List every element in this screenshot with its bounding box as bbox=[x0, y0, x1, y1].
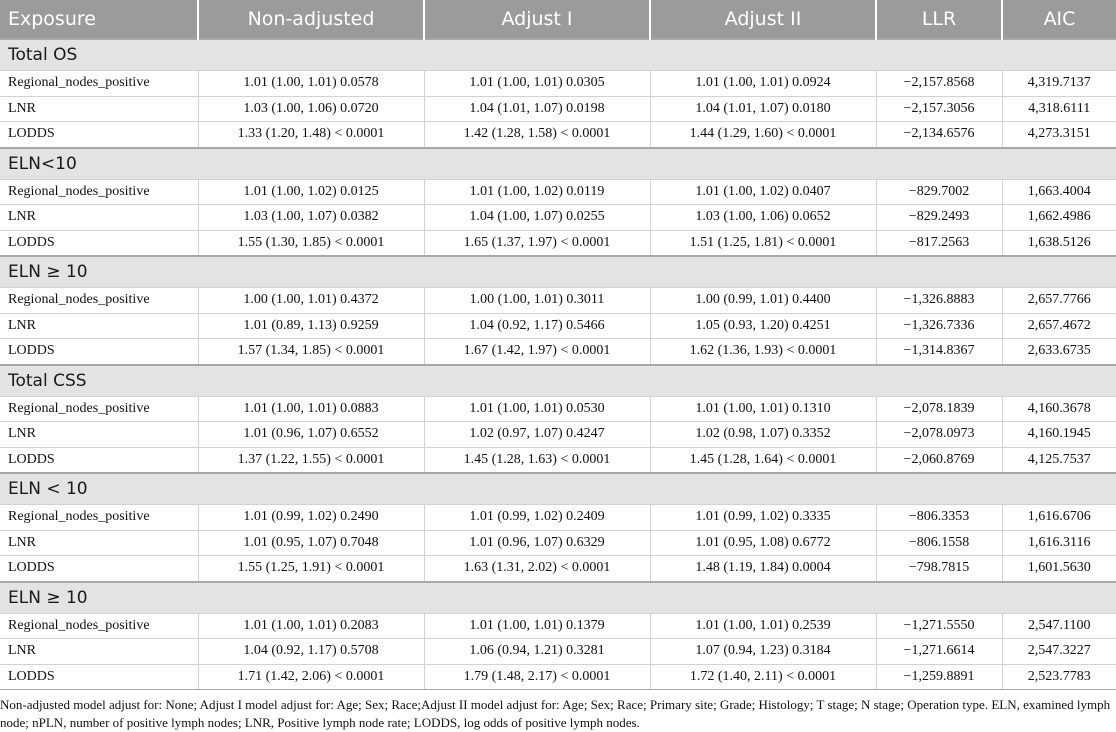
non-adjusted-cell: 1.01 (0.99, 1.02) 0.2490 bbox=[198, 505, 424, 531]
aic-cell: 1,616.3116 bbox=[1002, 530, 1116, 556]
header-non-adjusted: Non-adjusted bbox=[198, 0, 424, 39]
table-row bbox=[0, 664, 1116, 690]
llr-cell: −1,259.8891 bbox=[876, 664, 1002, 690]
adjust-i-cell: 1.79 (1.48, 2.17) < 0.0001 bbox=[424, 664, 650, 690]
non-adjusted-cell: 1.57 (1.34, 1.85) < 0.0001 bbox=[198, 339, 424, 365]
adjust-ii-cell: 1.72 (1.40, 2.11) < 0.0001 bbox=[650, 664, 876, 690]
exposure-cell: Regional_nodes_positive bbox=[0, 396, 198, 422]
header-llr: LLR bbox=[876, 0, 1002, 39]
non-adjusted-cell: 1.01 (0.96, 1.07) 0.6552 bbox=[198, 422, 424, 448]
adjust-i-cell: 1.02 (0.97, 1.07) 0.4247 bbox=[424, 422, 650, 448]
table-row bbox=[0, 71, 1116, 97]
adjust-i-cell: 1.04 (1.00, 1.07) 0.0255 bbox=[424, 205, 650, 231]
aic-cell: 1,638.5126 bbox=[1002, 230, 1116, 256]
group-title: ELN ≥ 10 bbox=[0, 256, 1116, 288]
adjust-i-cell: 1.63 (1.31, 2.02) < 0.0001 bbox=[424, 556, 650, 582]
llr-cell: −2,060.8769 bbox=[876, 447, 1002, 473]
adjust-i-cell: 1.01 (1.00, 1.01) 0.0530 bbox=[424, 396, 650, 422]
table-row bbox=[0, 96, 1116, 122]
table-row bbox=[0, 639, 1116, 665]
adjust-ii-cell: 1.62 (1.36, 1.93) < 0.0001 bbox=[650, 339, 876, 365]
adjust-i-cell: 1.06 (0.94, 1.21) 0.3281 bbox=[424, 639, 650, 665]
llr-cell: −806.1558 bbox=[876, 530, 1002, 556]
adjust-ii-cell: 1.01 (1.00, 1.01) 0.0924 bbox=[650, 71, 876, 97]
llr-cell: −798.7815 bbox=[876, 556, 1002, 582]
table-row bbox=[0, 422, 1116, 448]
exposure-cell: LODDS bbox=[0, 556, 198, 582]
aic-cell: 2,547.3227 bbox=[1002, 639, 1116, 665]
non-adjusted-cell: 1.01 (1.00, 1.02) 0.0125 bbox=[198, 179, 424, 205]
llr-cell: −1,326.7336 bbox=[876, 313, 1002, 339]
adjust-i-cell: 1.65 (1.37, 1.97) < 0.0001 bbox=[424, 230, 650, 256]
group-header-row bbox=[0, 256, 1116, 288]
group-title: ELN ≥ 10 bbox=[0, 582, 1116, 614]
table-row bbox=[0, 613, 1116, 639]
aic-cell: 2,633.6735 bbox=[1002, 339, 1116, 365]
aic-cell: 4,318.6111 bbox=[1002, 96, 1116, 122]
exposure-cell: LNR bbox=[0, 639, 198, 665]
non-adjusted-cell: 1.55 (1.25, 1.91) < 0.0001 bbox=[198, 556, 424, 582]
aic-cell: 2,657.7766 bbox=[1002, 288, 1116, 314]
adjust-ii-cell: 1.45 (1.28, 1.64) < 0.0001 bbox=[650, 447, 876, 473]
header-aic: AIC bbox=[1002, 0, 1116, 39]
exposure-cell: LODDS bbox=[0, 122, 198, 148]
llr-cell: −1,271.5550 bbox=[876, 613, 1002, 639]
adjust-ii-cell: 1.01 (1.00, 1.01) 0.1310 bbox=[650, 396, 876, 422]
table-row bbox=[0, 339, 1116, 365]
table-row bbox=[0, 556, 1116, 582]
aic-cell: 4,273.3151 bbox=[1002, 122, 1116, 148]
non-adjusted-cell: 1.37 (1.22, 1.55) < 0.0001 bbox=[198, 447, 424, 473]
table-row bbox=[0, 530, 1116, 556]
adjust-i-cell: 1.42 (1.28, 1.58) < 0.0001 bbox=[424, 122, 650, 148]
exposure-cell: LNR bbox=[0, 205, 198, 231]
non-adjusted-cell: 1.33 (1.20, 1.48) < 0.0001 bbox=[198, 122, 424, 148]
aic-cell: 1,662.4986 bbox=[1002, 205, 1116, 231]
adjust-ii-cell: 1.05 (0.93, 1.20) 0.4251 bbox=[650, 313, 876, 339]
adjust-ii-cell: 1.04 (1.01, 1.07) 0.0180 bbox=[650, 96, 876, 122]
llr-cell: −2,078.0973 bbox=[876, 422, 1002, 448]
non-adjusted-cell: 1.03 (1.00, 1.06) 0.0720 bbox=[198, 96, 424, 122]
aic-cell: 2,547.1100 bbox=[1002, 613, 1116, 639]
aic-cell: 1,616.6706 bbox=[1002, 505, 1116, 531]
exposure-cell: Regional_nodes_positive bbox=[0, 288, 198, 314]
table-row bbox=[0, 396, 1116, 422]
adjust-ii-cell: 1.03 (1.00, 1.06) 0.0652 bbox=[650, 205, 876, 231]
llr-cell: −1,271.6614 bbox=[876, 639, 1002, 665]
exposure-cell: LNR bbox=[0, 96, 198, 122]
non-adjusted-cell: 1.01 (0.95, 1.07) 0.7048 bbox=[198, 530, 424, 556]
llr-cell: −1,326.8883 bbox=[876, 288, 1002, 314]
adjust-i-cell: 1.01 (1.00, 1.01) 0.0305 bbox=[424, 71, 650, 97]
adjust-i-cell: 1.04 (0.92, 1.17) 0.5466 bbox=[424, 313, 650, 339]
group-header-row bbox=[0, 148, 1116, 180]
group-header-row bbox=[0, 365, 1116, 397]
table-row bbox=[0, 313, 1116, 339]
header-exposure: Exposure bbox=[0, 0, 198, 39]
table-row bbox=[0, 205, 1116, 231]
llr-cell: −829.7002 bbox=[876, 179, 1002, 205]
exposure-cell: Regional_nodes_positive bbox=[0, 613, 198, 639]
header-adjust-i: Adjust I bbox=[424, 0, 650, 39]
adjust-i-cell: 1.67 (1.42, 1.97) < 0.0001 bbox=[424, 339, 650, 365]
non-adjusted-cell: 1.01 (1.00, 1.01) 0.0578 bbox=[198, 71, 424, 97]
exposure-cell: Regional_nodes_positive bbox=[0, 71, 198, 97]
aic-cell: 1,663.4004 bbox=[1002, 179, 1116, 205]
aic-cell: 4,160.1945 bbox=[1002, 422, 1116, 448]
non-adjusted-cell: 1.01 (1.00, 1.01) 0.2083 bbox=[198, 613, 424, 639]
aic-cell: 4,160.3678 bbox=[1002, 396, 1116, 422]
table-footnote: Non-adjusted model adjust for: None; Adjust I model adjust for: Age; Sex; Race;Adjust II model adjust for: Age; Sex; Race; Primary site; Grade; Histology; T stage; N stage; Operation type. ELN, examined lymph node; nPLN, number of positive lymph nodes; LNR, Positive lymph node rate; LODDS, log odds of positive lymph nodes. bbox=[0, 697, 1111, 730]
llr-cell: −806.3353 bbox=[876, 505, 1002, 531]
adjust-ii-cell: 1.44 (1.29, 1.60) < 0.0001 bbox=[650, 122, 876, 148]
adjust-ii-cell: 1.07 (0.94, 1.23) 0.3184 bbox=[650, 639, 876, 665]
llr-cell: −1,314.8367 bbox=[876, 339, 1002, 365]
llr-cell: −817.2563 bbox=[876, 230, 1002, 256]
adjust-i-cell: 1.01 (0.99, 1.02) 0.2409 bbox=[424, 505, 650, 531]
non-adjusted-cell: 1.71 (1.42, 2.06) < 0.0001 bbox=[198, 664, 424, 690]
non-adjusted-cell: 1.01 (1.00, 1.01) 0.0883 bbox=[198, 396, 424, 422]
table-body bbox=[0, 39, 1116, 690]
non-adjusted-cell: 1.04 (0.92, 1.17) 0.5708 bbox=[198, 639, 424, 665]
llr-cell: −829.2493 bbox=[876, 205, 1002, 231]
exposure-cell: Regional_nodes_positive bbox=[0, 505, 198, 531]
exposure-cell: LODDS bbox=[0, 339, 198, 365]
exposure-cell: LNR bbox=[0, 313, 198, 339]
non-adjusted-cell: 1.55 (1.30, 1.85) < 0.0001 bbox=[198, 230, 424, 256]
header-row bbox=[0, 0, 1116, 39]
adjust-ii-cell: 1.02 (0.98, 1.07) 0.3352 bbox=[650, 422, 876, 448]
group-title: Total CSS bbox=[0, 365, 1116, 397]
aic-cell: 2,523.7783 bbox=[1002, 664, 1116, 690]
group-title: ELN < 10 bbox=[0, 473, 1116, 505]
table-row bbox=[0, 505, 1116, 531]
table-row bbox=[0, 447, 1116, 473]
exposure-cell: LODDS bbox=[0, 447, 198, 473]
group-title: Total OS bbox=[0, 39, 1116, 71]
adjust-ii-cell: 1.48 (1.19, 1.84) 0.0004 bbox=[650, 556, 876, 582]
aic-cell: 4,319.7137 bbox=[1002, 71, 1116, 97]
adjust-i-cell: 1.01 (1.00, 1.02) 0.0119 bbox=[424, 179, 650, 205]
aic-cell: 2,657.4672 bbox=[1002, 313, 1116, 339]
exposure-cell: LODDS bbox=[0, 230, 198, 256]
group-title: ELN<10 bbox=[0, 148, 1116, 180]
table-row bbox=[0, 179, 1116, 205]
adjust-ii-cell: 1.01 (1.00, 1.01) 0.2539 bbox=[650, 613, 876, 639]
adjust-i-cell: 1.01 (0.96, 1.07) 0.6329 bbox=[424, 530, 650, 556]
exposure-cell: LODDS bbox=[0, 664, 198, 690]
llr-cell: −2,078.1839 bbox=[876, 396, 1002, 422]
llr-cell: −2,157.3056 bbox=[876, 96, 1002, 122]
non-adjusted-cell: 1.00 (1.00, 1.01) 0.4372 bbox=[198, 288, 424, 314]
adjust-i-cell: 1.00 (1.00, 1.01) 0.3011 bbox=[424, 288, 650, 314]
group-header-row bbox=[0, 39, 1116, 71]
non-adjusted-cell: 1.03 (1.00, 1.07) 0.0382 bbox=[198, 205, 424, 231]
adjust-ii-cell: 1.01 (1.00, 1.02) 0.0407 bbox=[650, 179, 876, 205]
table-row bbox=[0, 288, 1116, 314]
header-adjust-ii: Adjust II bbox=[650, 0, 876, 39]
non-adjusted-cell: 1.01 (0.89, 1.13) 0.9259 bbox=[198, 313, 424, 339]
adjust-ii-cell: 1.00 (0.99, 1.01) 0.4400 bbox=[650, 288, 876, 314]
llr-cell: −2,134.6576 bbox=[876, 122, 1002, 148]
table-row bbox=[0, 122, 1116, 148]
adjust-i-cell: 1.04 (1.01, 1.07) 0.0198 bbox=[424, 96, 650, 122]
table-header bbox=[0, 0, 1116, 39]
adjust-ii-cell: 1.01 (0.99, 1.02) 0.3335 bbox=[650, 505, 876, 531]
llr-cell: −2,157.8568 bbox=[876, 71, 1002, 97]
adjust-ii-cell: 1.51 (1.25, 1.81) < 0.0001 bbox=[650, 230, 876, 256]
exposure-cell: LNR bbox=[0, 422, 198, 448]
adjust-i-cell: 1.01 (1.00, 1.01) 0.1379 bbox=[424, 613, 650, 639]
exposure-cell: LNR bbox=[0, 530, 198, 556]
group-header-row bbox=[0, 473, 1116, 505]
adjust-i-cell: 1.45 (1.28, 1.63) < 0.0001 bbox=[424, 447, 650, 473]
exposure-cell: Regional_nodes_positive bbox=[0, 179, 198, 205]
group-header-row bbox=[0, 582, 1116, 614]
table-row bbox=[0, 230, 1116, 256]
adjust-ii-cell: 1.01 (0.95, 1.08) 0.6772 bbox=[650, 530, 876, 556]
aic-cell: 4,125.7537 bbox=[1002, 447, 1116, 473]
aic-cell: 1,601.5630 bbox=[1002, 556, 1116, 582]
